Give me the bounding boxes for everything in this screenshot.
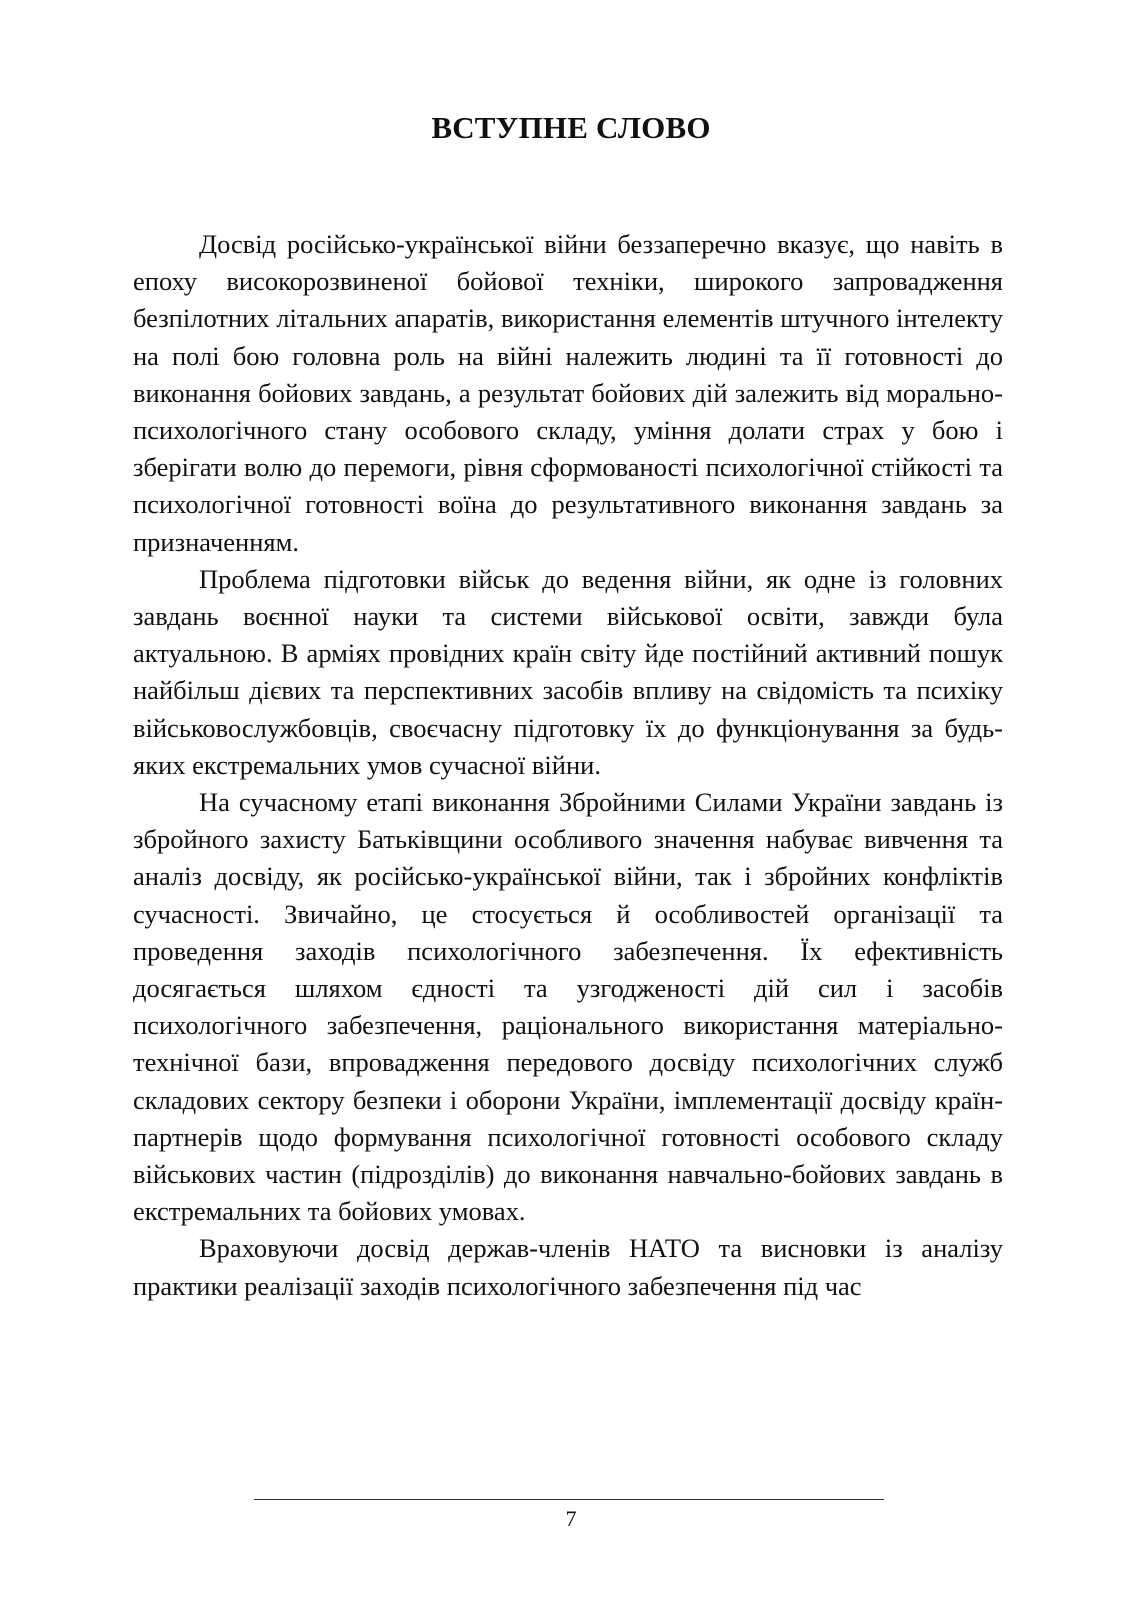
page-number: 7 <box>565 1506 577 1531</box>
body-text <box>133 226 1003 1305</box>
paragraph: Досвід російсько-української війни беззаперечно вказує, що навіть в епоху високорозвиненої бойової техніки, широкого запровадження безпілотних літальних апаратів, використання елементів штучного інтелекту на полі бою головна роль на війні належить людині та її готовності до виконання бойових завдань, а результат бойових дій залежить від морально-психологічного стану особового складу, уміння долати страх у бою і зберігати волю до перемоги, рівня сформованості психологічної стійкості та психологічної готовності воїна до результативного виконання завдань за призначенням. <box>133 229 1003 557</box>
paragraph: Враховуючи досвід держав-членів НАТО та висновки із аналізу практики реалізації заходів психологічного забезпечення під час <box>133 1233 1003 1301</box>
footer-divider <box>254 1499 884 1500</box>
paragraph: Проблема підготовки військ до ведення війни, як одне із головних завдань воєнної науки та системи військової освіти, завжди була актуальною. В арміях провідних країн світу йде постійний активний пошук найбільш дієвих та перспективних засобів впливу на свідомість та психіку військовослужбовців, своєчасну підготовку їх до функціонування за будь-яких екстремальних умов сучасної війни. <box>133 563 1003 780</box>
paragraph: На сучасному етапі виконання Збройними Силами України завдань із збройного захисту Батьківщини особливого значення набуває вивчення та аналіз досвіду, як російсько-української війни, так і збройних конфліктів сучасності. Звичайно, це стосується й особливостей організації та проведення заходів психологічного забезпечення. Їх ефективність досягається шляхом єдності та узгодженості дій сил і засобів психологічного забезпечення, раціонального використання матеріально-технічної бази, впровадження передового досвіду психологічних служб складових сектору безпеки і оборони України, імплементації досвіду країн-партнерів щодо формування психологічної готовності особового складу військових частин (підрозділів) до виконання навчально-бойових завдань в екстремальних та бойових умовах. <box>133 787 1003 1227</box>
page-title: ВСТУПНЕ СЛОВО <box>431 110 711 145</box>
